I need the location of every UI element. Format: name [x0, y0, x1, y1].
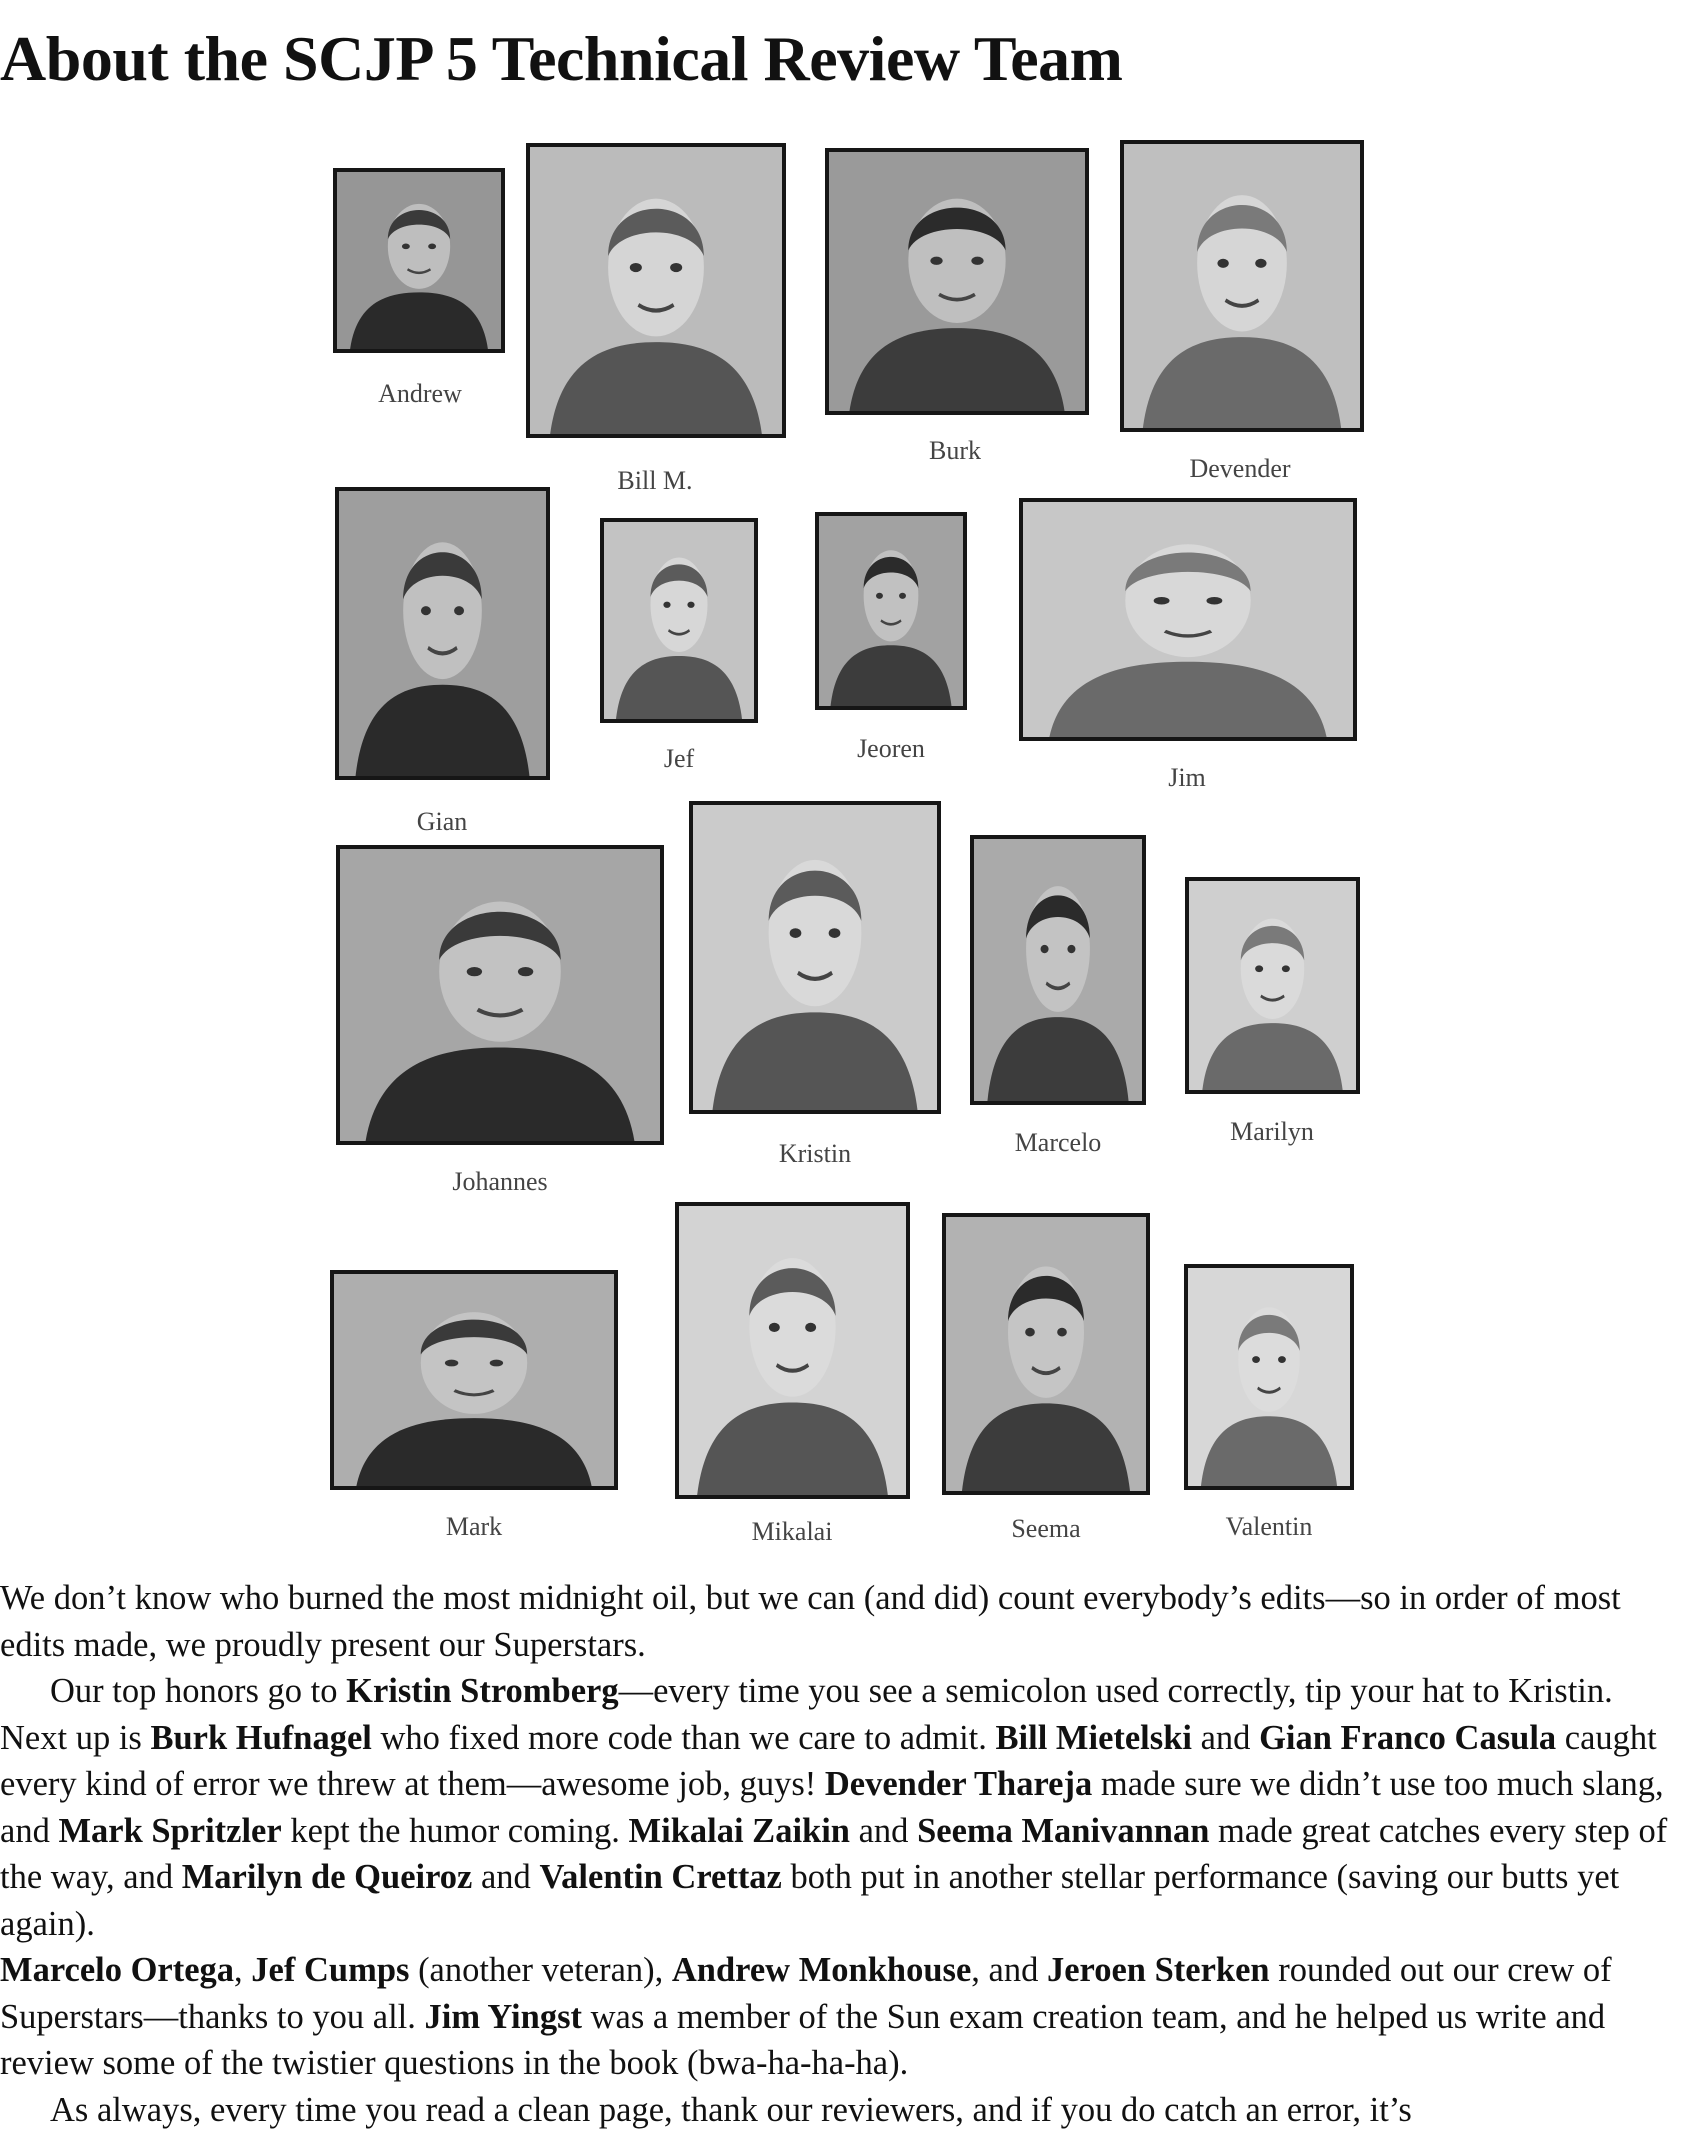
reviewer-caption-jeoren: Jeoren: [857, 734, 925, 763]
portrait-icon: [334, 1274, 614, 1486]
body-text: [0, 1575, 1680, 2133]
reviewer-photo-devender: [1120, 140, 1364, 432]
reviewer-caption-marilyn: Marilyn: [1230, 1117, 1314, 1146]
portrait-icon: [337, 172, 501, 349]
reviewer-photo-johannes: [336, 845, 664, 1145]
reviewer-caption-marcelo: Marcelo: [1014, 1128, 1102, 1157]
portrait-icon: [679, 1206, 906, 1495]
reviewer-caption-andrew: Andrew: [378, 379, 462, 408]
portrait-icon: [829, 152, 1085, 411]
text-run: ,: [234, 1951, 252, 1989]
reviewer-name: Valentin Crettaz: [539, 1858, 782, 1896]
text-run: and: [1191, 1718, 1260, 1757]
text-run: As always, every time you read a clean page, thank our reviewers, and if you do catch an error, it’s: [50, 2090, 1412, 2129]
reviewer-caption-mark: Mark: [445, 1512, 503, 1541]
text-run: Our top honors go to: [50, 1672, 347, 1710]
reviewer-caption-valentin: Valentin: [1225, 1512, 1313, 1541]
portrait-icon: [530, 147, 782, 434]
reviewer-name: Mark Spritzler: [58, 1811, 282, 1850]
portrait-icon: [1124, 144, 1360, 428]
reviewer-caption-johannes: Johannes: [452, 1167, 548, 1196]
reviewer-name: Mikalai Zaikin: [628, 1811, 850, 1850]
text-run: both put in another stellar performance (saving our butts yet again).: [0, 1858, 1620, 1943]
portrait-icon: [1023, 502, 1353, 737]
reviewer-caption-jim: Jim: [1168, 763, 1206, 792]
text-run: caught every kind of error we threw at them—awesome job, guys!: [0, 1718, 1657, 1803]
reviewer-name: Jef Cumps: [251, 1951, 410, 1989]
text-run: , and: [971, 1951, 1047, 1989]
text-run: and: [849, 1811, 918, 1850]
reviewer-photo-jef: [600, 518, 758, 723]
text-run: rounded out our crew of Superstars—thanks to you all.: [0, 1951, 1612, 2036]
reviewer-photo-seema: [942, 1213, 1150, 1495]
portrait-icon: [819, 516, 963, 706]
reviewer-photo-marilyn: [1185, 877, 1360, 1094]
reviewer-name: Marilyn de Queiroz: [181, 1858, 473, 1896]
text-run: kept the humor coming.: [281, 1811, 629, 1850]
reviewer-name: Marcelo Ortega: [0, 1951, 235, 1989]
reviewer-photo-andrew: [333, 168, 505, 353]
reviewer-name: Jeroen Sterken: [1046, 1951, 1270, 1989]
text-run: (another veteran),: [409, 1951, 672, 1989]
reviewer-caption-mikalai: Mikalai: [751, 1517, 833, 1546]
page-title: About the SCJP 5 Technical Review Team: [0, 23, 1123, 94]
reviewer-caption-billm: Bill M.: [617, 466, 693, 495]
reviewer-name: Andrew Monkhouse: [671, 1951, 972, 1989]
reviewer-name: Seema Manivannan: [917, 1811, 1210, 1850]
reviewer-name: Gian Franco Casula: [1259, 1718, 1557, 1757]
text-run: was a member of the Sun exam creation team, and he helped us write and review some of the twistier questions in the book (bwa-ha-ha-ha).: [0, 1997, 1606, 2082]
text-run: We don’t know who burned the most midnight oil, but we can (and did) count everybody’s edits—so in order of most edits made, we proudly present our Superstars.: [0, 1579, 1621, 1664]
reviewer-caption-burk: Burk: [929, 436, 981, 465]
reviewer-name: Kristin Stromberg: [346, 1672, 619, 1710]
text-run: and: [472, 1858, 540, 1896]
portrait-icon: [1188, 1268, 1350, 1486]
reviewer-caption-kristin: Kristin: [778, 1139, 852, 1168]
body-paragraph: [0, 1668, 1680, 1947]
reviewer-caption-jef: Jef: [663, 744, 695, 773]
portrait-icon: [693, 805, 937, 1110]
reviewer-name: Devender Thareja: [824, 1765, 1093, 1803]
reviewer-photo-kristin: [689, 801, 941, 1114]
reviewer-photo-burk: [825, 148, 1089, 415]
reviewer-caption-devender: Devender: [1189, 454, 1291, 483]
body-paragraph: [0, 1575, 1680, 1668]
reviewer-name: Jim Yingst: [424, 1997, 582, 2036]
reviewer-name: Bill Mietelski: [995, 1718, 1192, 1757]
reviewer-caption-gian: Gian: [416, 807, 468, 836]
portrait-icon: [339, 491, 546, 776]
reviewer-photo-jim: [1019, 498, 1357, 741]
reviewer-photo-marcelo: [970, 835, 1146, 1105]
portrait-icon: [604, 522, 754, 719]
reviewer-caption-seema: Seema: [1011, 1514, 1081, 1543]
reviewer-photo-billm: [526, 143, 786, 438]
portrait-icon: [974, 839, 1142, 1101]
text-run: made sure we didn’t use too much slang, and: [0, 1765, 1664, 1850]
reviewer-photo-gian: [335, 487, 550, 780]
portrait-icon: [340, 849, 660, 1141]
body-paragraph: [0, 1947, 1680, 2087]
body-paragraph: [0, 2087, 1680, 2134]
reviewer-photo-valentin: [1184, 1264, 1354, 1490]
portrait-icon: [1189, 881, 1356, 1090]
reviewer-name: Burk Hufnagel: [150, 1718, 372, 1757]
text-run: —every time you see a semicolon used correctly, tip your hat to Kristin. Next up is: [0, 1672, 1613, 1757]
text-run: made great catches every step of the way, and: [0, 1811, 1668, 1896]
portrait-icon: [946, 1217, 1146, 1491]
reviewer-photo-mark: [330, 1270, 618, 1490]
reviewer-photo-jeoren: [815, 512, 967, 710]
reviewer-photo-mikalai: [675, 1202, 910, 1499]
text-run: who fixed more code than we care to admit.: [371, 1718, 996, 1757]
